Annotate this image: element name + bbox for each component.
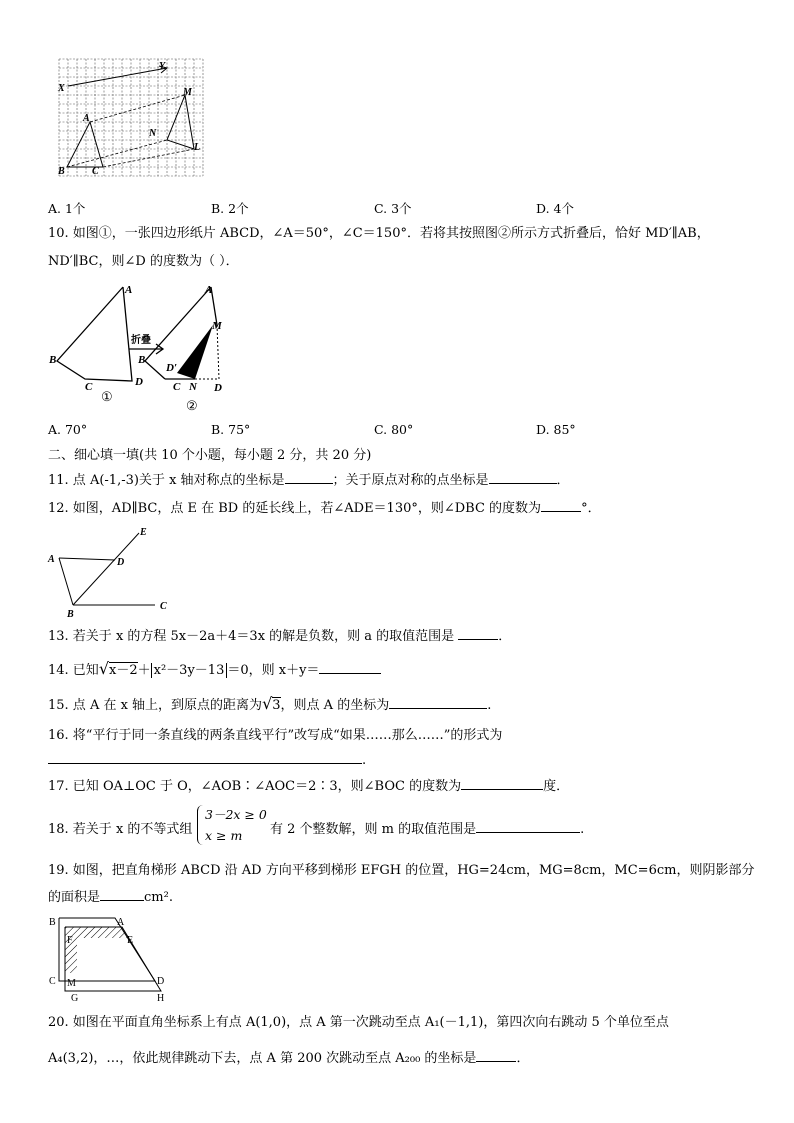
fold-label: 折叠 bbox=[131, 335, 151, 346]
fig10-number-2: ② bbox=[186, 398, 198, 413]
q14-blank[interactable] bbox=[319, 673, 381, 674]
q20-text-b: ． bbox=[516, 1051, 530, 1066]
fig10b-label-dprime: D′ bbox=[166, 362, 178, 374]
q11-blank-1[interactable] bbox=[285, 483, 333, 484]
fig10-label-c: C bbox=[85, 381, 93, 393]
q15-text-c: . bbox=[487, 698, 492, 713]
fig19-label-g: G bbox=[71, 993, 79, 1004]
q16-text-c: . bbox=[362, 753, 367, 768]
q10-option-b[interactable]: B. 75° bbox=[211, 422, 251, 437]
q18-row2: x ≥ m bbox=[205, 828, 243, 843]
q17-blank[interactable] bbox=[461, 789, 543, 790]
q9-grid-figure bbox=[55, 55, 205, 180]
q16-text: 16. 将“平行于同一条直线的两条直线平行”改写成“如果……那么……”的形式为 bbox=[48, 728, 503, 743]
q14-sqrt-expr: x－2 bbox=[109, 663, 138, 678]
q10-option-c[interactable]: C. 80° bbox=[374, 422, 414, 437]
fig12-label-b: B bbox=[67, 609, 74, 620]
q10-figure bbox=[45, 283, 245, 413]
label-b: B bbox=[58, 166, 65, 177]
q11-blank-2[interactable] bbox=[489, 483, 557, 484]
q17-text-b: 度． bbox=[543, 779, 570, 794]
q18-text-c: . bbox=[580, 822, 585, 837]
q15-text-a: 15. 点 A 在 x 轴上，到原点的距离为 bbox=[48, 698, 263, 713]
q15: 15. 点 A 在 x 轴上，到原点的距离为√3，则点 A 的坐标为 . bbox=[48, 694, 492, 713]
q18-row1: 3－2x ≥ 0 bbox=[205, 807, 267, 822]
q20-text-a: A₄(3,2)，…，依此规律跳动下去，点 A 第 200 次跳动至点 A₂₀₀ 的坐标是 bbox=[48, 1051, 477, 1066]
label-c: C bbox=[92, 166, 99, 177]
q10-option-a[interactable]: A. 70° bbox=[48, 422, 88, 437]
fig19-label-m: M bbox=[67, 978, 76, 989]
q16-blank[interactable] bbox=[48, 763, 362, 764]
q9-option-d[interactable]: D. 4个 bbox=[536, 201, 574, 216]
fig10b-label-a: A bbox=[205, 284, 213, 296]
q13-text-a: 13. 若关于 x 的方程 5x－2a＋4＝3x 的解是负数，则 a 的取值范围是 bbox=[48, 629, 455, 644]
q18-text-b: 有 2 个整数解，则 m 的取值范围是 bbox=[270, 822, 477, 837]
label-n: N bbox=[149, 128, 157, 139]
q11-text-b: ；关于原点对称的点坐标是 bbox=[332, 473, 489, 488]
fig19-label-d: D bbox=[157, 976, 165, 987]
fig19-label-e: E bbox=[127, 935, 134, 946]
q11 bbox=[48, 472, 570, 490]
fig10b-label-b: B bbox=[138, 354, 146, 366]
q14: 14. 已知√x－2＋ x²－3y－13 ＝0，则 x＋y＝ bbox=[48, 658, 381, 682]
fig10b-label-m: M bbox=[212, 320, 222, 332]
q12-text-a: 12. 如图，AD∥BC，点 E 在 BD 的延长线上，若∠ADE＝130°，则∠DBC 的度数为 bbox=[48, 501, 542, 516]
q16-answer bbox=[48, 752, 366, 770]
q20-text-line1: 20. 如图在平面直角坐标系上有点 A(1,0)，点 A 第一次跳动至点 A₁(－1,1)，第四次向右跳动 5 个单位至点 bbox=[48, 1015, 669, 1030]
q13 bbox=[48, 628, 511, 646]
label-l: L bbox=[194, 142, 201, 153]
fig12-label-e: E bbox=[140, 527, 147, 538]
q14-eq: ＝0，则 x＋y＝ bbox=[227, 663, 320, 678]
q9-option-a[interactable]: A. 1个 bbox=[48, 201, 86, 216]
fig19-label-c: C bbox=[49, 976, 56, 987]
fig19-label-a: A bbox=[117, 917, 125, 928]
q20-line2 bbox=[48, 1050, 529, 1068]
fig10-number-1: ① bbox=[101, 389, 113, 404]
q15-blank[interactable] bbox=[389, 708, 487, 709]
section-2-heading: 二、细心填一填(共 10 个小题，每小题 2 分，共 20 分) bbox=[48, 448, 372, 463]
q19-blank[interactable] bbox=[100, 900, 144, 901]
q14-abs-expr: x²－3y－13 bbox=[151, 663, 228, 678]
q19-text-line1: 19. 如图，把直角梯形 ABCD 沿 AD 方向平移到梯形 EFGH 的位置，HG=24cm，MG=8cm，MC=6cm，则阴影部分 bbox=[48, 863, 755, 878]
q13-text-b: ． bbox=[498, 629, 512, 644]
q17-text-a: 17. 已知 OA⊥OC 于 O，∠AOB∶∠AOC＝2∶3，则∠BOC 的度数为 bbox=[48, 779, 462, 794]
q18-line bbox=[270, 818, 584, 837]
q12-text-b: °． bbox=[581, 501, 601, 516]
q10-text-line1: 10. 如图①，一张四边形纸片 ABCD，∠A＝50°，∠C＝150°．若将其按照图②所示方式折叠后，恰好 MD′∥AB， bbox=[48, 226, 710, 241]
label-y: Y bbox=[159, 61, 166, 72]
q10-option-d[interactable]: D. 85° bbox=[536, 422, 576, 437]
q18-blank[interactable] bbox=[476, 832, 580, 833]
q11-text-c: ． bbox=[556, 473, 570, 488]
fig12-label-d: D bbox=[117, 557, 125, 568]
q12 bbox=[48, 500, 601, 518]
fig19-label-f: F bbox=[67, 935, 73, 946]
fig10b-label-n: N bbox=[189, 381, 197, 393]
q9-option-c[interactable]: C. 3个 bbox=[374, 201, 412, 216]
q17 bbox=[48, 778, 569, 796]
label-x: X bbox=[58, 83, 65, 94]
fig19-label-b: B bbox=[49, 917, 56, 928]
q15-text-b: ，则点 A 的坐标为 bbox=[280, 698, 390, 713]
fig10-label-a: A bbox=[125, 284, 133, 296]
q9-option-b[interactable]: B. 2个 bbox=[211, 201, 249, 216]
q12-figure bbox=[45, 525, 185, 620]
q18-text-a: 18. 若关于 x 的不等式组 bbox=[48, 822, 193, 837]
label-a: A bbox=[83, 113, 90, 124]
q19-text-a: 的面积是 bbox=[48, 890, 101, 905]
label-m: M bbox=[183, 87, 192, 98]
fig12-label-a: A bbox=[48, 554, 55, 565]
fig10b-label-c: C bbox=[173, 381, 181, 393]
q15-sqrt-expr: 3 bbox=[272, 698, 281, 713]
q19-text-b: cm². bbox=[144, 890, 173, 905]
q11-text-a: 11. 点 A(-1,-3)关于 x 轴对称点的坐标是 bbox=[48, 473, 285, 488]
q10-text-line2: ND′∥BC，则∠D 的度数为（ ）． bbox=[48, 254, 239, 269]
q20-blank[interactable] bbox=[476, 1061, 516, 1062]
q12-blank[interactable] bbox=[541, 511, 581, 512]
fig10-label-b: B bbox=[49, 354, 57, 366]
fig19-label-h: H bbox=[157, 993, 165, 1004]
fig10-label-d: D bbox=[135, 376, 143, 388]
fig10b-label-d: D bbox=[214, 382, 222, 394]
q13-blank[interactable] bbox=[458, 639, 498, 640]
q19-figure bbox=[45, 913, 175, 1005]
q14-plus: ＋ bbox=[137, 663, 151, 678]
q19-line2 bbox=[48, 889, 173, 907]
q14-text-a: 14. 已知 bbox=[48, 663, 99, 678]
fig12-label-c: C bbox=[160, 601, 167, 612]
